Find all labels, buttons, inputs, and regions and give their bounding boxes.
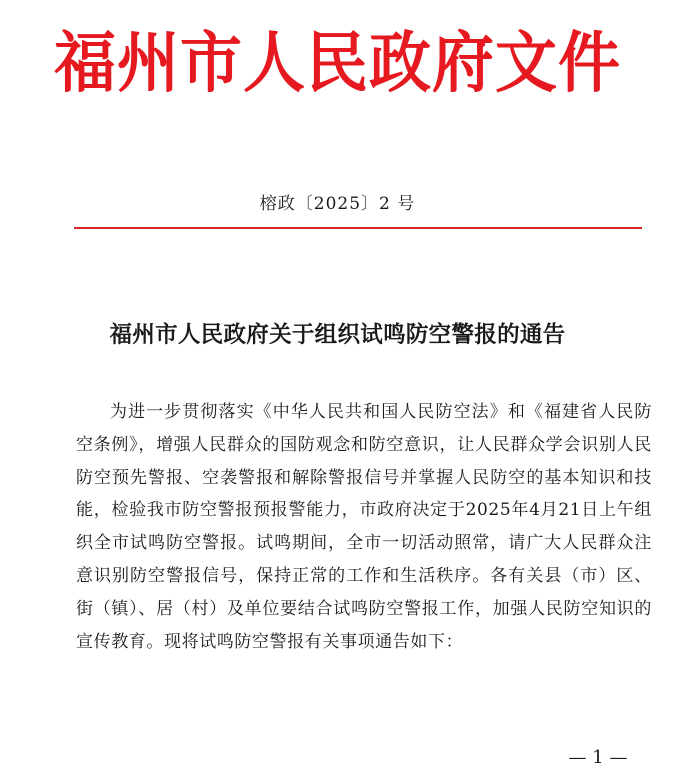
notice-title: 福州市人民政府关于组织试鸣防空警报的通告 — [109, 322, 566, 348]
masthead-title: 福州市人民政府文件 — [53, 23, 621, 102]
document-number: 榕政〔2025〕2 号 — [259, 194, 416, 214]
body-paragraph: 为进一步贯彻落实《中华人民共和国人民防空法》和《福建省人民防空条例》，增强人民群众的国防观念和防空意识，让人民群众学会识别人民防空预先警报、空袭警报和解除警报信号并掌握人民防空的基本知识和技能，检验我市防空警报预报警能力，市政府决定于2025年4月21日上午组织全市试鸣防空警报。试鸣期间，全市一切活动照常，请广大人民群众注意识别防空警报信号，保持正常的工作和生活秩序。各有关县（市）区、街（镇）、居（村）及单位要结合试鸣防空警报工作，加强人民防空知识的宣传教育。现将试鸣防空警报有关事项通告如下： — [76, 402, 652, 652]
page-number: — 1 — — [568, 747, 628, 768]
red-divider-line — [74, 227, 642, 229]
